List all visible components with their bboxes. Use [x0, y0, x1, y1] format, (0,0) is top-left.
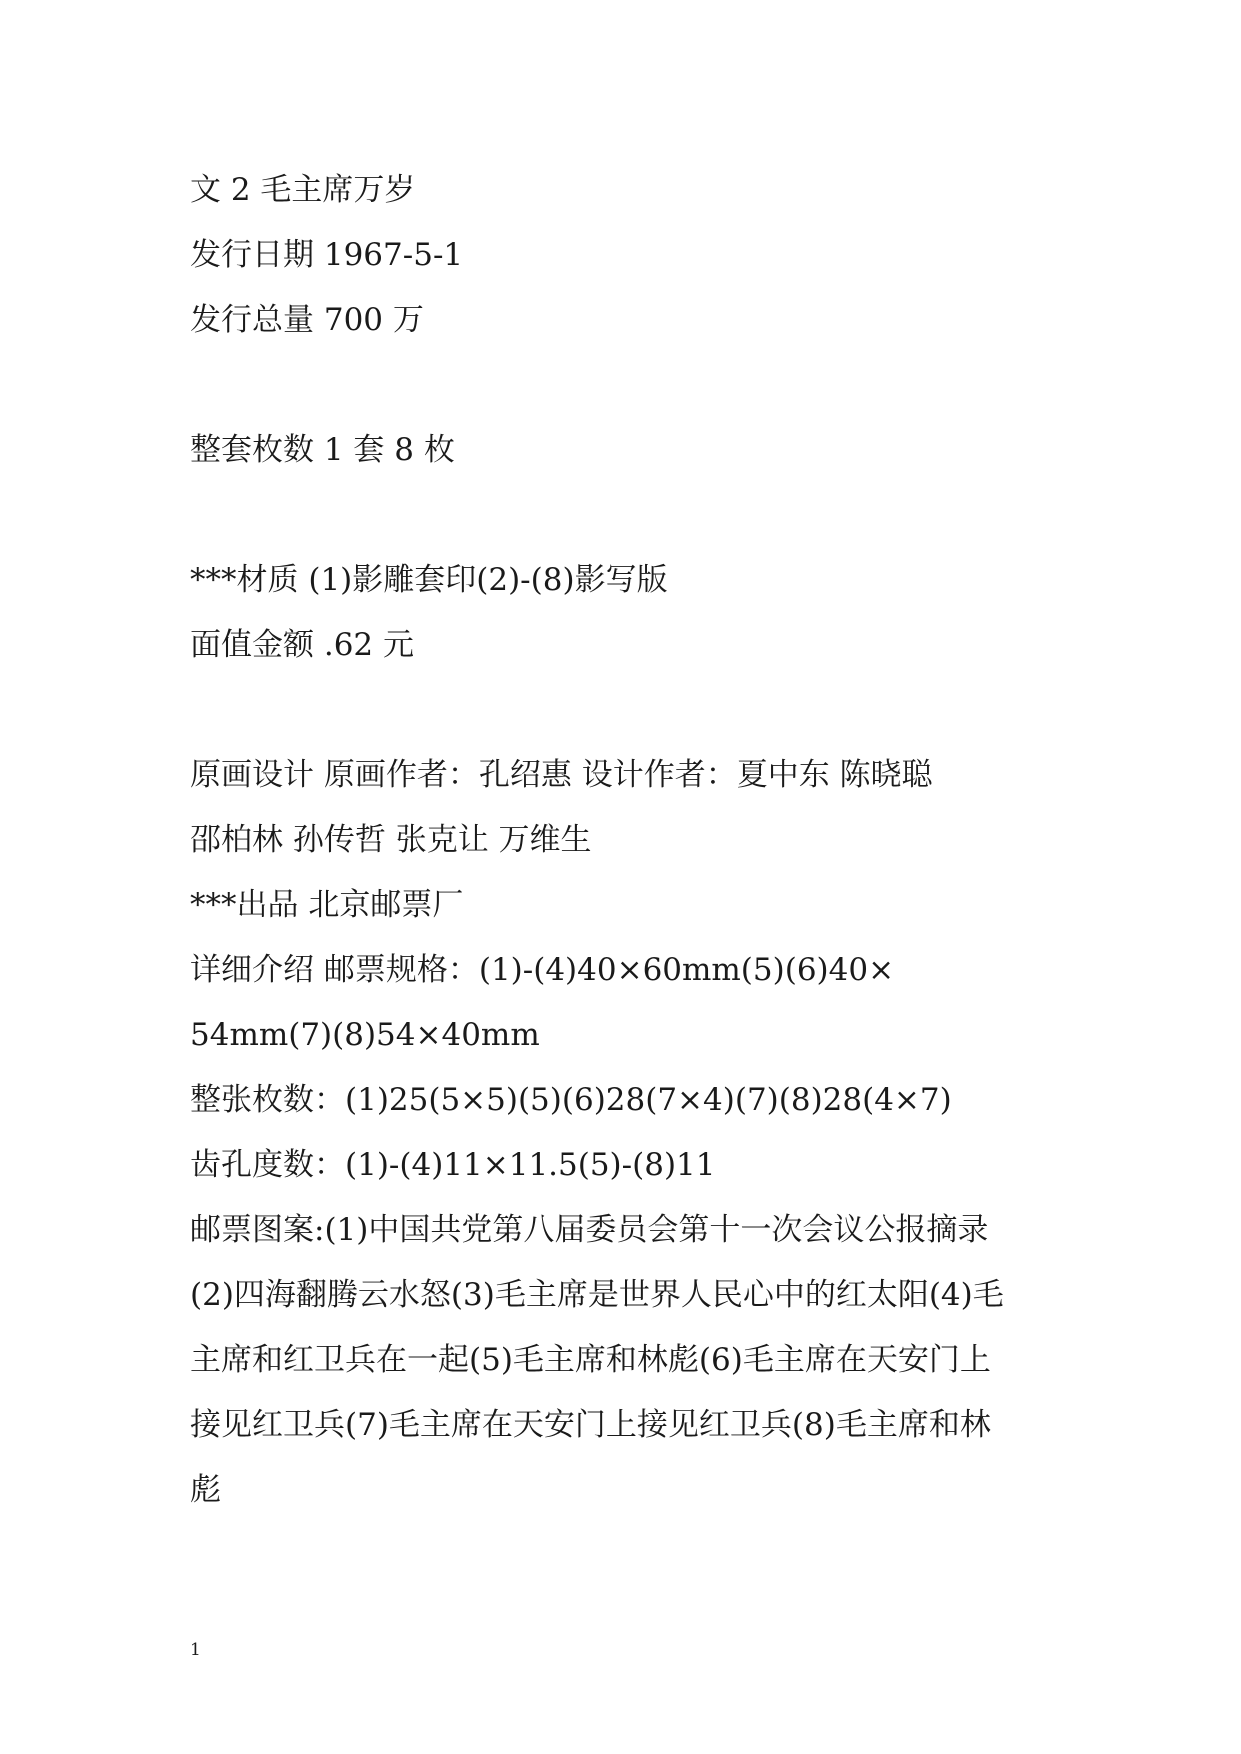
stamp-title: 文 2 毛主席万岁 [190, 172, 416, 208]
design-credits-line-2: 邵柏林 孙传哲 张克让 万维生 [190, 822, 592, 858]
total-issued: 发行总量 700 万 [190, 302, 424, 338]
spacer [190, 678, 1060, 743]
sheet-count: 整张枚数：(1)25(5×5)(5)(6)28(7×4)(7)(8)28(4×7) [190, 1082, 952, 1118]
producer: ***出品 北京邮票厂 [190, 887, 464, 923]
stamp-pattern-line-1: 邮票图案:(1)中国共党第八届委员会第十一次会议公报摘录 [190, 1212, 989, 1248]
stamp-pattern-line-2: (2)四海翻腾云水怒(3)毛主席是世界人民心中的红太阳(4)毛 [190, 1277, 1004, 1313]
stamp-pattern-line-4: 接见红卫兵(7)毛主席在天安门上接见红卫兵(8)毛主席和林 [190, 1407, 991, 1443]
material: ***材质 (1)影雕套印(2)-(8)影写版 [190, 562, 668, 598]
face-value: 面值金额 .62 元 [190, 627, 415, 663]
stamp-pattern-line-5: 彪 [190, 1472, 221, 1508]
document-body [190, 158, 1060, 1523]
details-line-2: 54mm(7)(8)54×40mm [190, 1017, 540, 1053]
spacer [190, 353, 1060, 418]
spacer [190, 483, 1060, 548]
stamp-pattern-line-3: 主席和红卫兵在一起(5)毛主席和林彪(6)毛主席在天安门上 [190, 1342, 991, 1378]
page-number: 1 [190, 1640, 201, 1660]
issue-date: 发行日期 1967-5-1 [190, 237, 464, 273]
design-credits-line-1: 原画设计 原画作者：孔绍惠 设计作者：夏中东 陈晓聪 [190, 757, 933, 793]
details-line-1: 详细介绍 邮票规格：(1)-(4)40×60mm(5)(6)40× [190, 952, 895, 988]
perforation: 齿孔度数：(1)-(4)11×11.5(5)-(8)11 [190, 1147, 716, 1183]
set-count: 整套枚数 1 套 8 枚 [190, 432, 455, 468]
